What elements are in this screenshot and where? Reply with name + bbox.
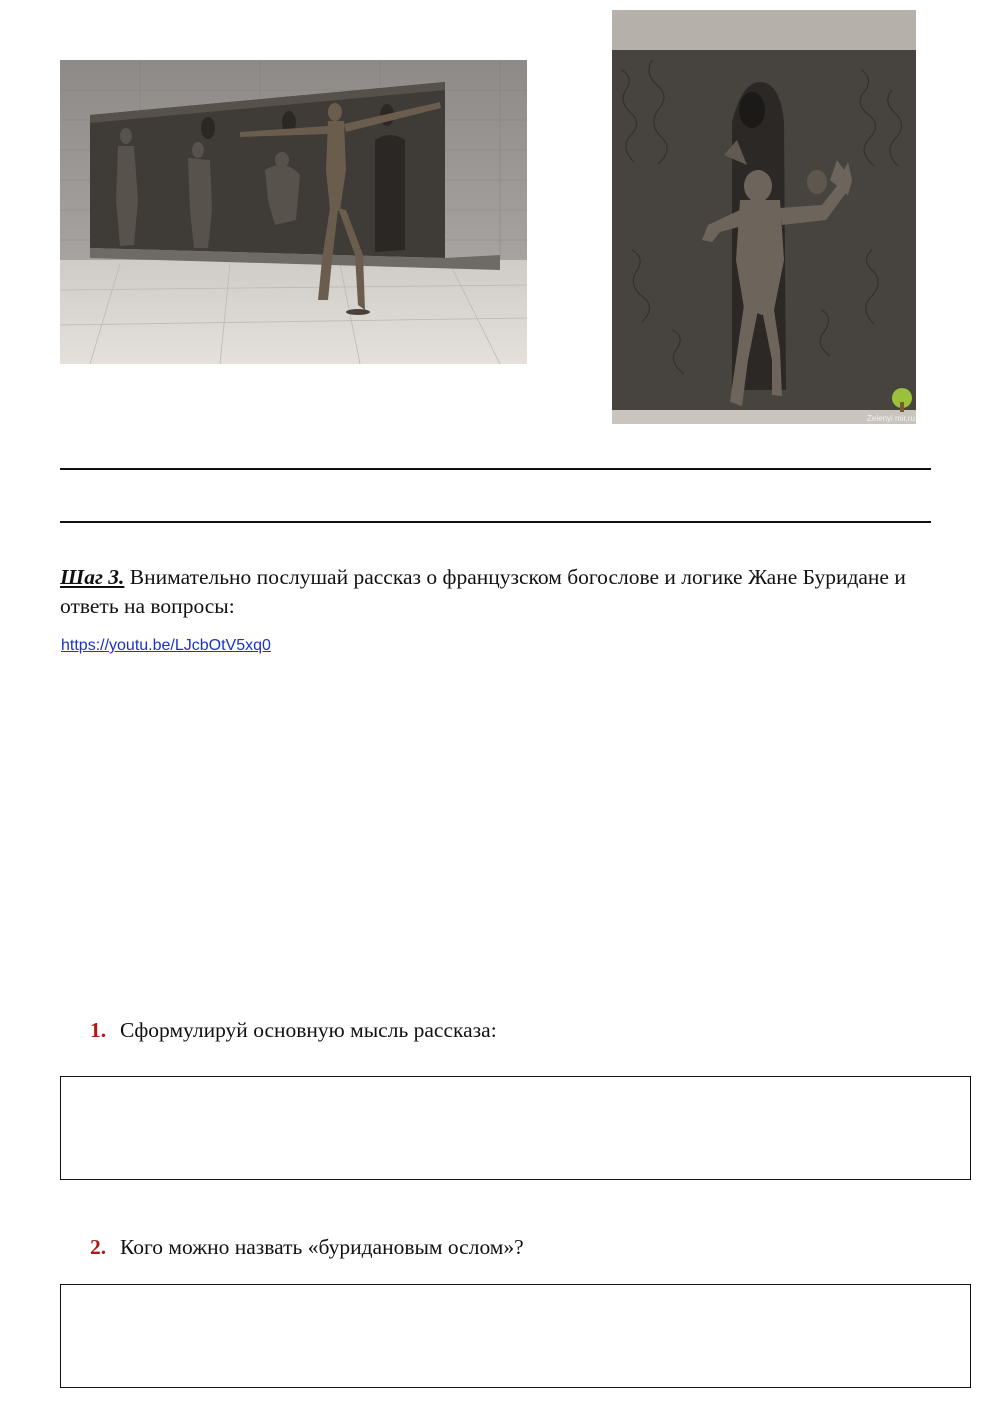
question-1 [90, 1016, 497, 1044]
youtube-link[interactable]: https://youtu.be/LJcbOtV5xq0 [61, 637, 271, 654]
sculpture-emerging-photo [612, 10, 916, 424]
step3-text: Внимательно послушай рассказ о французском богослове и логике Жане Буридане и ответь на вопросы: [60, 565, 906, 618]
question-2 [90, 1233, 524, 1261]
answer-line-1[interactable] [60, 468, 931, 470]
step3-paragraph [60, 563, 940, 621]
answer-box-2[interactable] [60, 1284, 971, 1388]
step3-label: Шаг 3. [60, 565, 125, 589]
question-2-number: 2. [90, 1235, 107, 1259]
answer-line-2[interactable] [60, 521, 931, 523]
watermark-text: Zelenyi mir.ru [867, 414, 916, 423]
sculpture-wall-photo [60, 60, 527, 364]
question-1-text: Сформулируй основную мысль рассказа: [120, 1018, 497, 1042]
answer-box-1[interactable] [60, 1076, 971, 1180]
question-2-text: Кого можно назвать «буридановым ослом»? [120, 1235, 524, 1259]
question-1-number: 1. [90, 1018, 107, 1042]
